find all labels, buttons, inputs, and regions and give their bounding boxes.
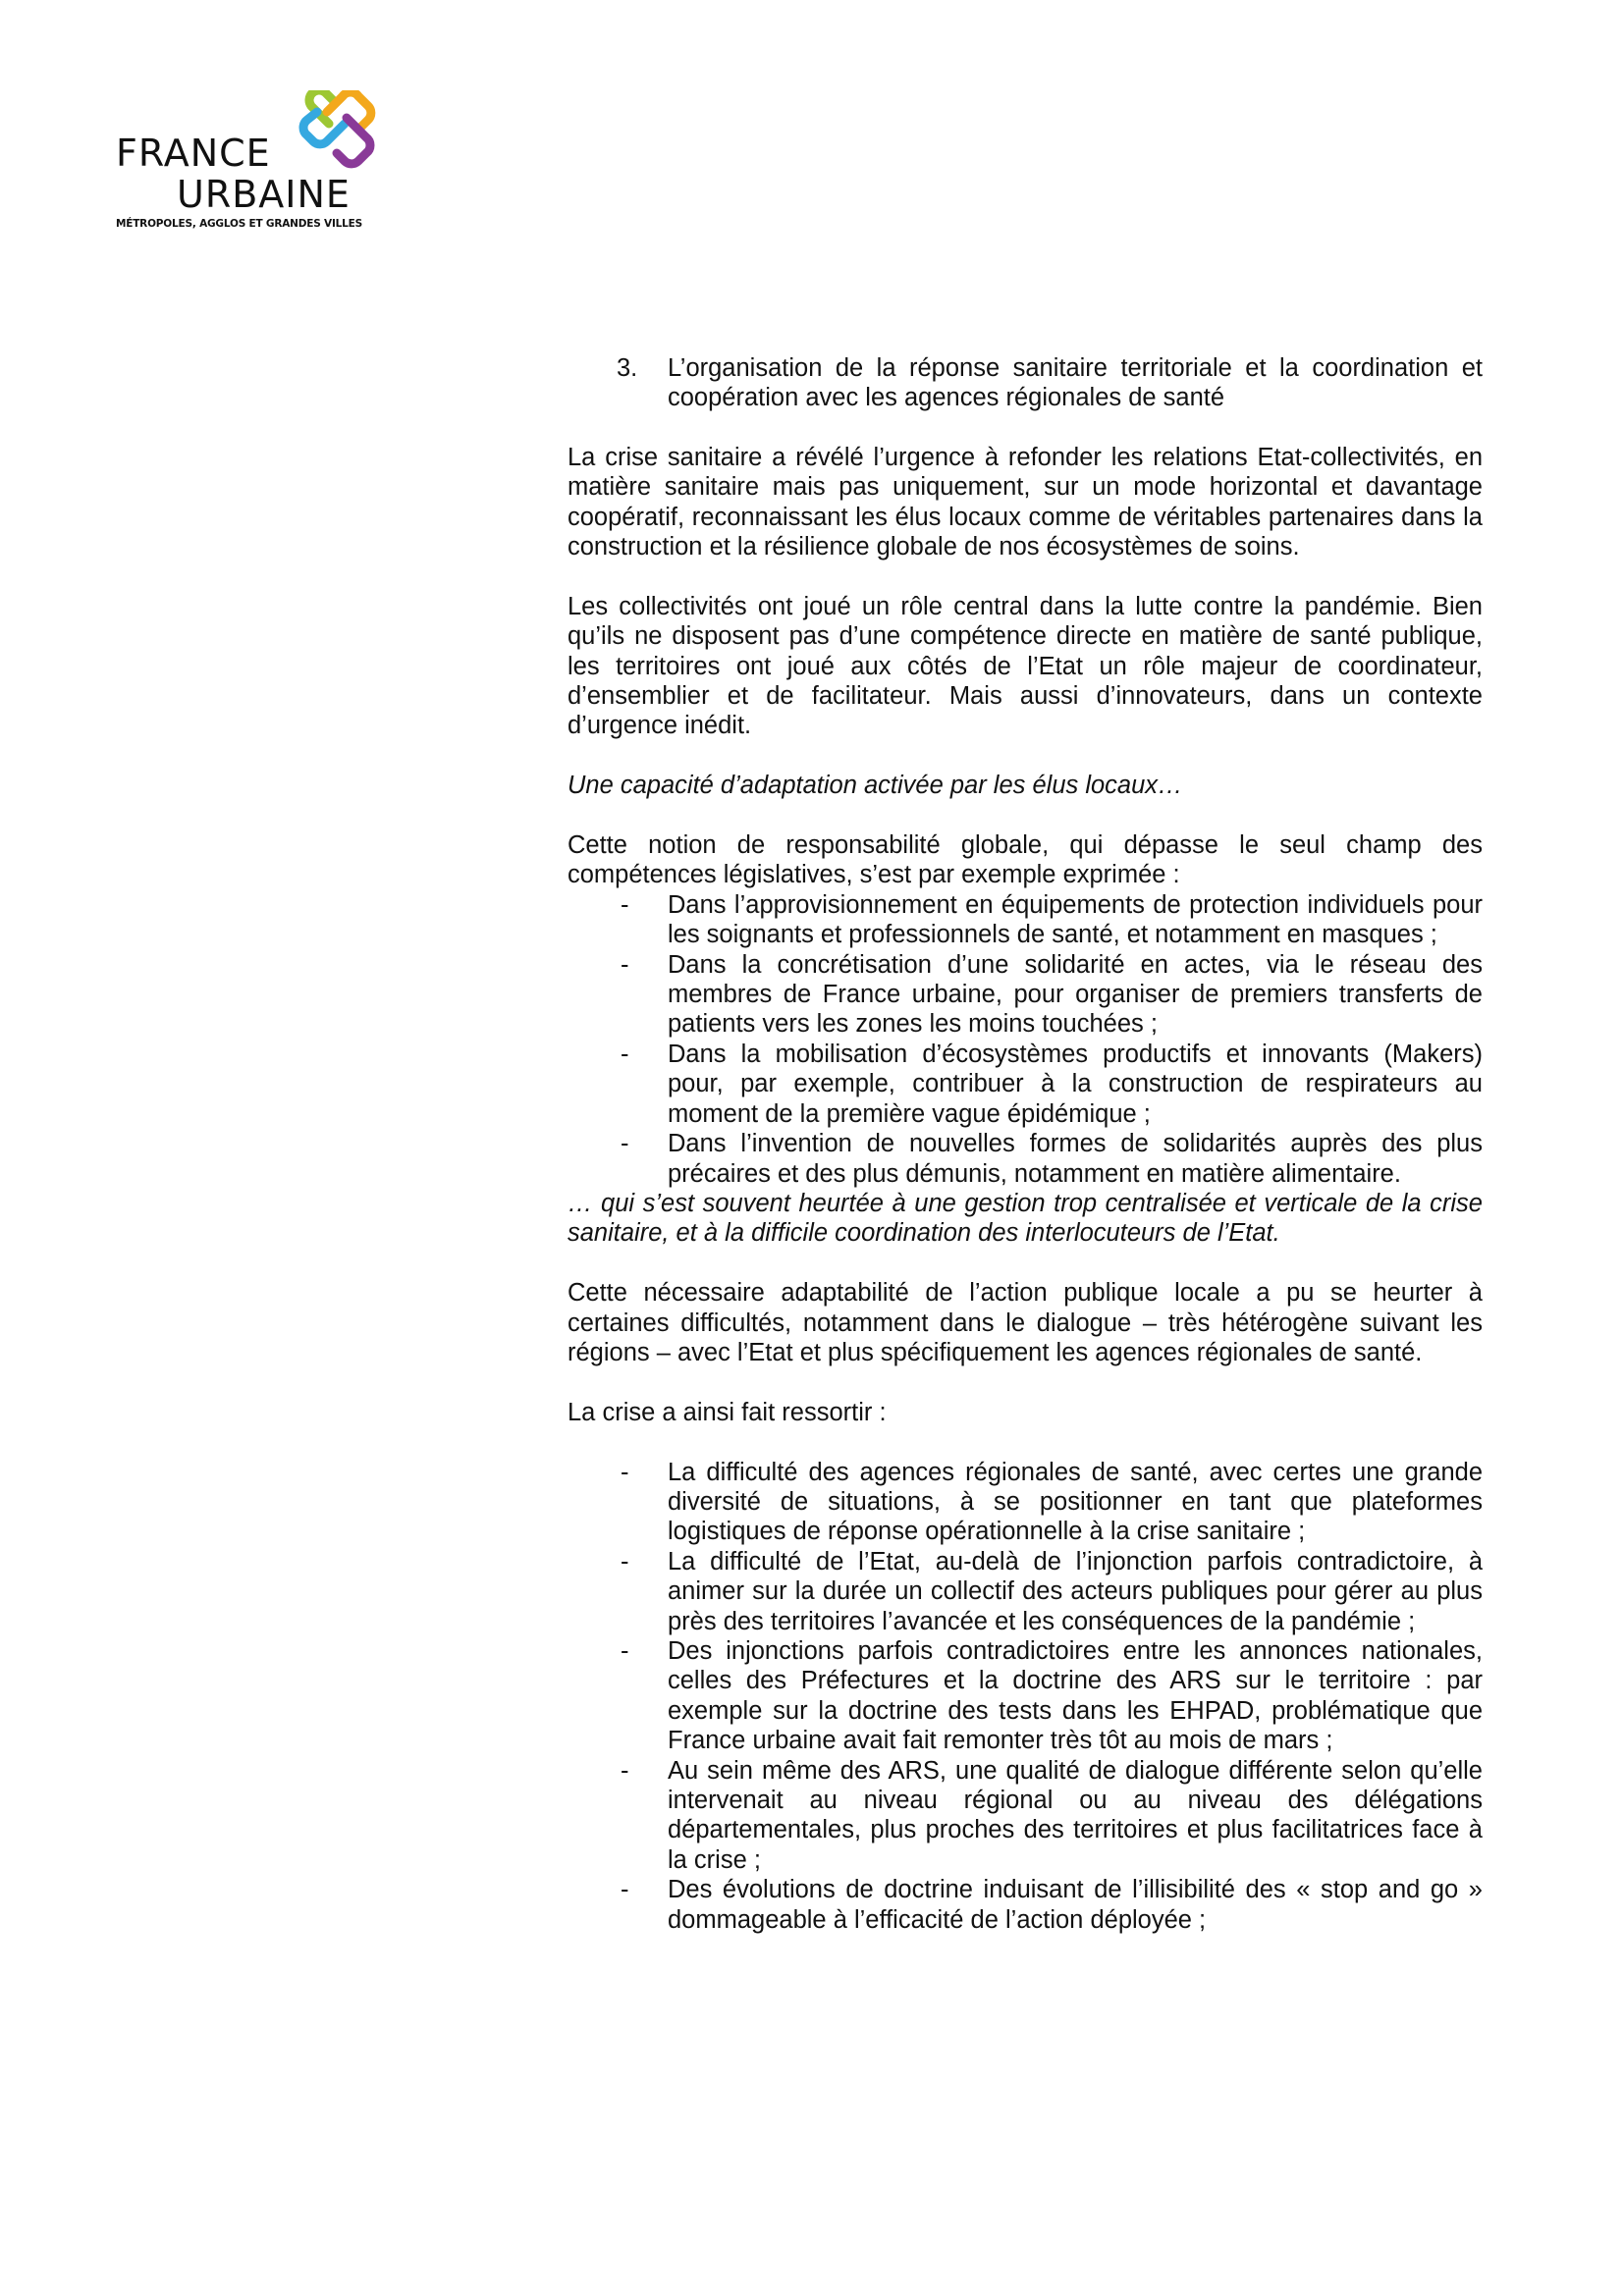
section-number: 3. [617,354,638,382]
dash-bullet: - [621,1130,629,1158]
list-item: - Dans la concrétisation d’une solidarité en actes, via le réseau des membres de France urbaine, pour organiser de premiers transferts de patients vers les zones les moins touchées ; [568,950,1483,1040]
list-item: - La difficulté des agences régionales de santé, avec certes une grande diversité de situations, à se positionner en tant que plateformes logistiques de réponse opérationnelle à la crise sanitaire ; [568,1458,1483,1547]
logo-word-france: FRANCE [116,132,271,175]
paragraph-difficulties: Cette nécessaire adaptabilité de l’action publique locale a pu se heurter à certaines difficultés, notamment dans le dialogue – très hétérogène suivant les régions – avec l’Etat et plus spécifiquement les agences régionales de santé. [568,1279,1483,1366]
list-item: - Dans l’invention de nouvelles formes de solidarités auprès des plus précaires et des plus démunis, notamment en matière alimentaire. [568,1129,1483,1189]
dash-bullet: - [621,1876,629,1904]
list-item: - Des évolutions de doctrine induisant de l’illisibilité des « stop and go » dommageable à l’efficacité de l’action déployée ; [568,1875,1483,1935]
logo-tagline: MÉTROPOLES, AGGLOS ET GRANDES VILLES [116,218,362,230]
subheading-adaptation: Une capacité d’adaptation activée par les élus locaux… [568,772,1183,800]
list-item: - La difficulté de l’Etat, au-delà de l’injonction parfois contradictoire, à animer sur la durée un collectif des acteurs publiques pour gérer au plus près des territoires l’avancée et les conséquences de la pandémie ; [568,1547,1483,1636]
dash-bullet: - [621,950,629,979]
paragraph-responsibility: Cette notion de responsabilité globale, qui dépasse le seul champ des compétences législatives, s’est par exemple exprimée : [568,831,1483,889]
paragraph-intro: La crise sanitaire a révélé l’urgence à refonder les relations Etat-collectivités, en matière sanitaire mais pas uniquement, sur un mode horizontal et davantage coopératif, reconnaissant les élus locaux comme de véritables partenaires dans la construction et la résilience globale de nos écosystèmes de soins. [568,443,1483,561]
dash-bullet: - [621,1756,629,1785]
list-item: - Dans l’approvisionnement en équipements de protection individuels pour les soignants et professionnels de santé, et notamment en masques ; [568,890,1483,950]
dash-bullet: - [621,1458,629,1486]
section-title: L’organisation de la réponse sanitaire territoriale et la coordination et coopération avec les agences régionales de santé [668,354,1483,412]
document-body [568,353,1483,1935]
paragraph-crisis-revealed: La crise a ainsi fait ressortir : [568,1398,887,1426]
list-findings [568,1458,1483,1936]
dash-bullet: - [621,1040,629,1068]
dash-bullet: - [621,890,629,919]
france-urbaine-logo [116,90,381,228]
list-examples [568,890,1483,1189]
dash-bullet: - [621,1636,629,1665]
section-heading [568,353,1483,413]
subheading-centralised: … qui s’est souvent heurtée à une gestion trop centralisée et verticale de la crise sanitaire, et à la difficile coordination des interlocuteurs de l’Etat. [568,1189,1483,1248]
logo-word-urbaine: URBAINE [177,173,351,216]
dash-bullet: - [621,1547,629,1575]
list-item: - Dans la mobilisation d’écosystèmes productifs et innovants (Makers) pour, par exemple, contribuer à la construction de respirateurs au moment de la première vague épidémique ; [568,1040,1483,1129]
paragraph-role: Les collectivités ont joué un rôle central dans la lutte contre la pandémie. Bien qu’ils ne disposent pas d’une compétence directe en matière de santé publique, les territoires ont joué aux côtés de l’Etat un rôle majeur de coordinateur, d’ensemblier et de facilitateur. Mais aussi d’innovateurs, dans un contexte d’urgence inédit. [568,592,1483,740]
list-item: - Au sein même des ARS, une qualité de dialogue différente selon qu’elle intervenait au niveau régional ou au niveau des délégations départementales, plus proches des territoires et plus facilitatrices face à la crise ; [568,1756,1483,1876]
interlocking-links-logo-icon [298,90,378,171]
list-item: - Des injonctions parfois contradictoires entre les annonces nationales, celles des Préfectures et la doctrine des ARS sur le territoire : par exemple sur la doctrine des tests dans les EHPAD, problématique que France urbaine avait fait remonter très tôt au mois de mars ; [568,1636,1483,1756]
